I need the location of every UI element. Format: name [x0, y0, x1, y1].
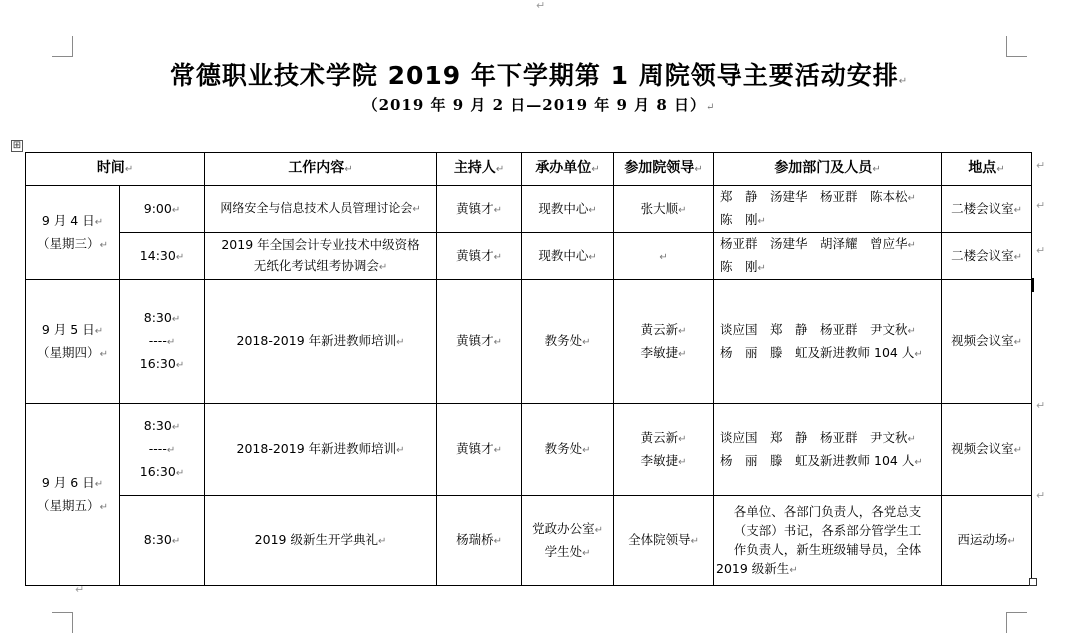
page-corner-bottom-left — [52, 612, 73, 633]
organizer-cell[interactable]: 党政办公室↵ 学生处↵ — [522, 496, 614, 586]
table-move-handle-icon[interactable]: ⊞ — [12, 140, 22, 151]
location-cell[interactable]: 视频会议室↵ — [942, 280, 1032, 404]
page-corner-bottom-right — [1006, 612, 1027, 633]
table-row — [26, 404, 1032, 496]
table-row — [26, 233, 1032, 280]
header-host[interactable]: 主持人↵ — [437, 153, 522, 186]
page-corner-top-right — [1006, 36, 1027, 57]
header-location[interactable]: 地点↵ — [942, 153, 1032, 186]
leaders-cell[interactable]: 黄云新↵ 李敏捷↵ — [614, 404, 714, 496]
host-cell[interactable]: 黄镇才↵ — [437, 404, 522, 496]
host-cell[interactable]: 杨瑞桥↵ — [437, 496, 522, 586]
row-end-mark: ↵ — [1036, 244, 1046, 257]
header-content[interactable]: 工作内容↵ — [205, 153, 437, 186]
document-subtitle[interactable] — [0, 94, 1078, 115]
date-cell[interactable]: 9 月 5 日↵ （星期四）↵ — [26, 280, 120, 404]
table-row — [26, 280, 1032, 404]
paragraph-mark: ↵ — [898, 76, 909, 87]
leaders-cell[interactable]: ↵ — [614, 233, 714, 280]
paragraph-mark: ↵ — [706, 102, 716, 113]
row-end-mark: ↵ — [1036, 489, 1046, 502]
time-cell[interactable]: 8:30↵ — [120, 496, 205, 586]
time-cell[interactable]: 9:00↵ — [120, 186, 205, 233]
row-end-mark: ↵ — [1036, 399, 1046, 412]
date-cell[interactable]: 9 月 6 日↵ （星期五）↵ — [26, 404, 120, 586]
date-cell[interactable]: 9 月 4 日↵ （星期三）↵ — [26, 186, 120, 280]
document-title[interactable] — [0, 56, 1078, 92]
organizer-cell[interactable]: 教务处↵ — [522, 404, 614, 496]
participants-cell[interactable]: 各单位、各部门负责人，各党总支 （支部）书记，各系部分管学生工 作负责人，新生班级辅导员，全体 2019 级新生↵ — [714, 496, 942, 586]
location-cell[interactable]: 二楼会议室↵ — [942, 186, 1032, 233]
page-corner-top-left — [52, 36, 73, 57]
leaders-cell[interactable]: 全体院领导↵ — [614, 496, 714, 586]
content-cell[interactable]: 2019 级新生开学典礼↵ — [205, 496, 437, 586]
header-participants[interactable]: 参加部门及人员↵ — [714, 153, 942, 186]
time-cell[interactable]: 14:30↵ — [120, 233, 205, 280]
table-resize-handle[interactable] — [1029, 578, 1037, 586]
participants-cell[interactable]: 杨亚群 汤建华 胡泽耀 曾应华↵ 陈 刚↵ — [714, 233, 942, 280]
row-end-mark: ↵ — [1036, 199, 1046, 212]
content-cell[interactable]: 网络安全与信息技术人员管理讨论会↵ — [205, 186, 437, 233]
organizer-cell[interactable]: 现教中心↵ — [522, 233, 614, 280]
table-header-row — [26, 153, 1032, 186]
schedule-table — [25, 152, 1032, 586]
location-cell[interactable]: 二楼会议室↵ — [942, 233, 1032, 280]
paragraph-mark: ↵ — [536, 0, 546, 12]
header-leaders[interactable]: 参加院领导↵ — [614, 153, 714, 186]
time-cell[interactable]: 8:30↵ ----↵ 16:30↵ — [120, 404, 205, 496]
table-row — [26, 496, 1032, 586]
leaders-cell[interactable]: 张大顺↵ — [614, 186, 714, 233]
participants-cell[interactable]: 谈应国 郑 静 杨亚群 尹文秋↵ 杨 丽 滕 虹及新进教师 104 人↵ — [714, 404, 942, 496]
content-cell[interactable]: 2018-2019 年新进教师培训↵ — [205, 404, 437, 496]
header-organizer[interactable]: 承办单位↵ — [522, 153, 614, 186]
organizer-cell[interactable]: 现教中心↵ — [522, 186, 614, 233]
content-cell[interactable]: 2018-2019 年新进教师培训↵ — [205, 280, 437, 404]
time-cell[interactable]: 8:30↵ ----↵ 16:30↵ — [120, 280, 205, 404]
text-cursor — [1032, 278, 1034, 292]
row-end-mark: ↵ — [1036, 159, 1046, 172]
participants-cell[interactable]: 谈应国 郑 静 杨亚群 尹文秋↵ 杨 丽 滕 虹及新进教师 104 人↵ — [714, 280, 942, 404]
host-cell[interactable]: 黄镇才↵ — [437, 233, 522, 280]
participants-cell[interactable]: 郑 静 汤建华 杨亚群 陈本松↵ 陈 刚↵ — [714, 186, 942, 233]
header-time[interactable]: 时间↵ — [26, 153, 205, 186]
host-cell[interactable]: 黄镇才↵ — [437, 186, 522, 233]
location-cell[interactable]: 西运动场↵ — [942, 496, 1032, 586]
paragraph-mark: ↵ — [75, 583, 85, 596]
leaders-cell[interactable]: 黄云新↵ 李敏捷↵ — [614, 280, 714, 404]
location-cell[interactable]: 视频会议室↵ — [942, 404, 1032, 496]
document-subtitle-text[interactable]: （2019 年 9 月 2 日—2019 年 9 月 8 日） — [362, 96, 707, 114]
content-cell[interactable]: 2019 年全国会计专业技术中级资格 无纸化考试组考协调会↵ — [205, 233, 437, 280]
host-cell[interactable]: 黄镇才↵ — [437, 280, 522, 404]
document-title-text[interactable]: 常德职业技术学院 2019 年下学期第 1 周院领导主要活动安排 — [169, 61, 899, 90]
organizer-cell[interactable]: 教务处↵ — [522, 280, 614, 404]
table-row — [26, 186, 1032, 233]
